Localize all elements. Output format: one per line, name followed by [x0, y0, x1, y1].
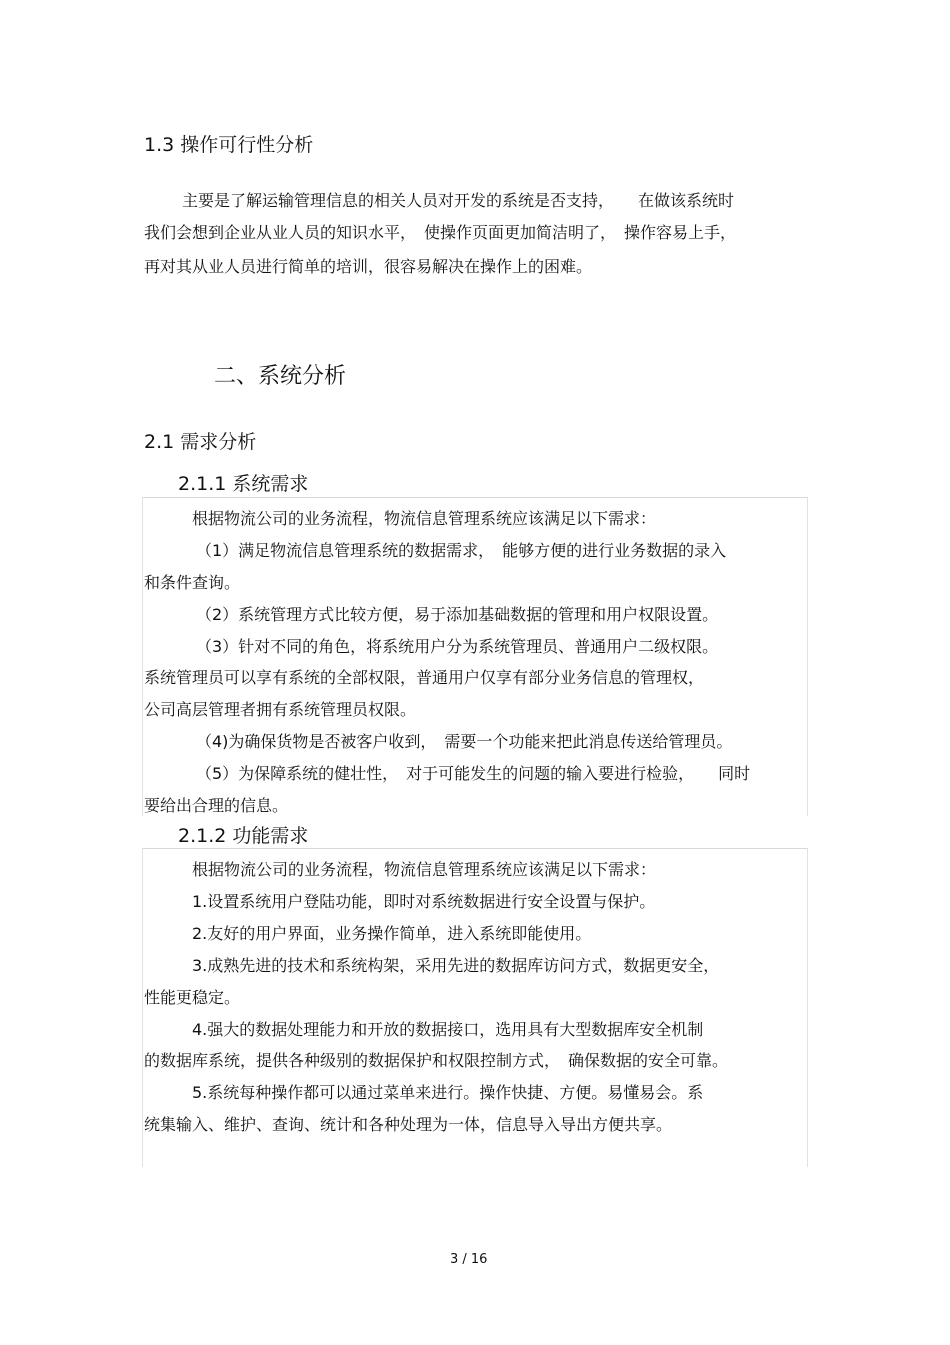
sys-req-line-3: 和条件查询。 [144, 573, 241, 592]
func-req-line-3: 2.友好的用户界面，业务操作简单，进入系统即能使用。 [192, 924, 592, 943]
func-req-line-8: 5.系统每种操作都可以通过菜单来进行。操作快捷、方便。易懂易会。系 [192, 1083, 704, 1102]
func-req-line-2: 1.设置系统用户登陆功能，即时对系统数据进行安全设置与保护。 [192, 892, 656, 911]
func-req-line-7: 的数据库系统，提供各种级别的数据保护和权限控制方式， 确保数据的安全可靠。 [144, 1051, 729, 1070]
sys-req-line-6: 系统管理员可以享有系统的全部权限，普通用户仅享有部分业务信息的管理权， [144, 668, 705, 687]
section-1-3-line-1: 主要是了解运输管理信息的相关人员对开发的系统是否支持， 在做该系统时 [182, 191, 735, 210]
page-number: 3 / 16 [450, 1252, 488, 1267]
section-2-1-1-heading: 2.1.1 系统需求 [178, 473, 309, 495]
sys-req-line-10: 要给出合理的信息。 [144, 796, 289, 815]
func-req-line-5: 性能更稳定。 [144, 988, 241, 1007]
section-1-3-line-3: 再对其从业人员进行简单的培训，很容易解决在操作上的困难。 [144, 257, 593, 276]
sys-req-line-4: （2）系统管理方式比较方便，易于添加基础数据的管理和用户权限设置。 [196, 605, 719, 624]
func-req-line-6: 4.强大的数据处理能力和开放的数据接口，选用具有大型数据库安全机制 [192, 1020, 704, 1039]
chapter-2-heading: 二、系统分析 [214, 364, 347, 389]
section-1-3-heading: 1.3 操作可行性分析 [144, 134, 314, 156]
sys-req-line-7: 公司高层管理者拥有系统管理员权限。 [144, 700, 417, 719]
sys-req-line-1: 根据物流公司的业务流程，物流信息管理系统应该满足以下需求： [192, 509, 657, 528]
section-2-1-heading: 2.1 需求分析 [144, 431, 257, 453]
func-req-line-4: 3.成熟先进的技术和系统构架，采用先进的数据库访问方式，数据更安全， [192, 956, 720, 975]
section-2-1-2-heading: 2.1.2 功能需求 [178, 825, 309, 847]
section-1-3-line-2: 我们会想到企业从业人员的知识水平， 使操作页面更加简洁明了， 操作容易上手， [144, 223, 737, 242]
sys-req-line-9: （5）为保障系统的健壮性， 对于可能发生的问题的输入要进行检验， 同时 [196, 764, 751, 783]
func-req-line-9: 统集输入、维护、查询、统计和各种处理为一体，信息导入导出方便共享。 [144, 1115, 673, 1134]
sys-req-line-8: （4)为确保货物是否被客户收到， 需要一个功能来把此消息传送给管理员。 [196, 732, 733, 751]
func-req-line-1: 根据物流公司的业务流程，物流信息管理系统应该满足以下需求： [192, 860, 657, 879]
sys-req-line-2: （1）满足物流信息管理系统的数据需求， 能够方便的进行业务数据的录入 [196, 541, 727, 560]
sys-req-line-5: （3）针对不同的角色，将系统用户分为系统管理员、普通用户二级权限。 [196, 637, 719, 656]
